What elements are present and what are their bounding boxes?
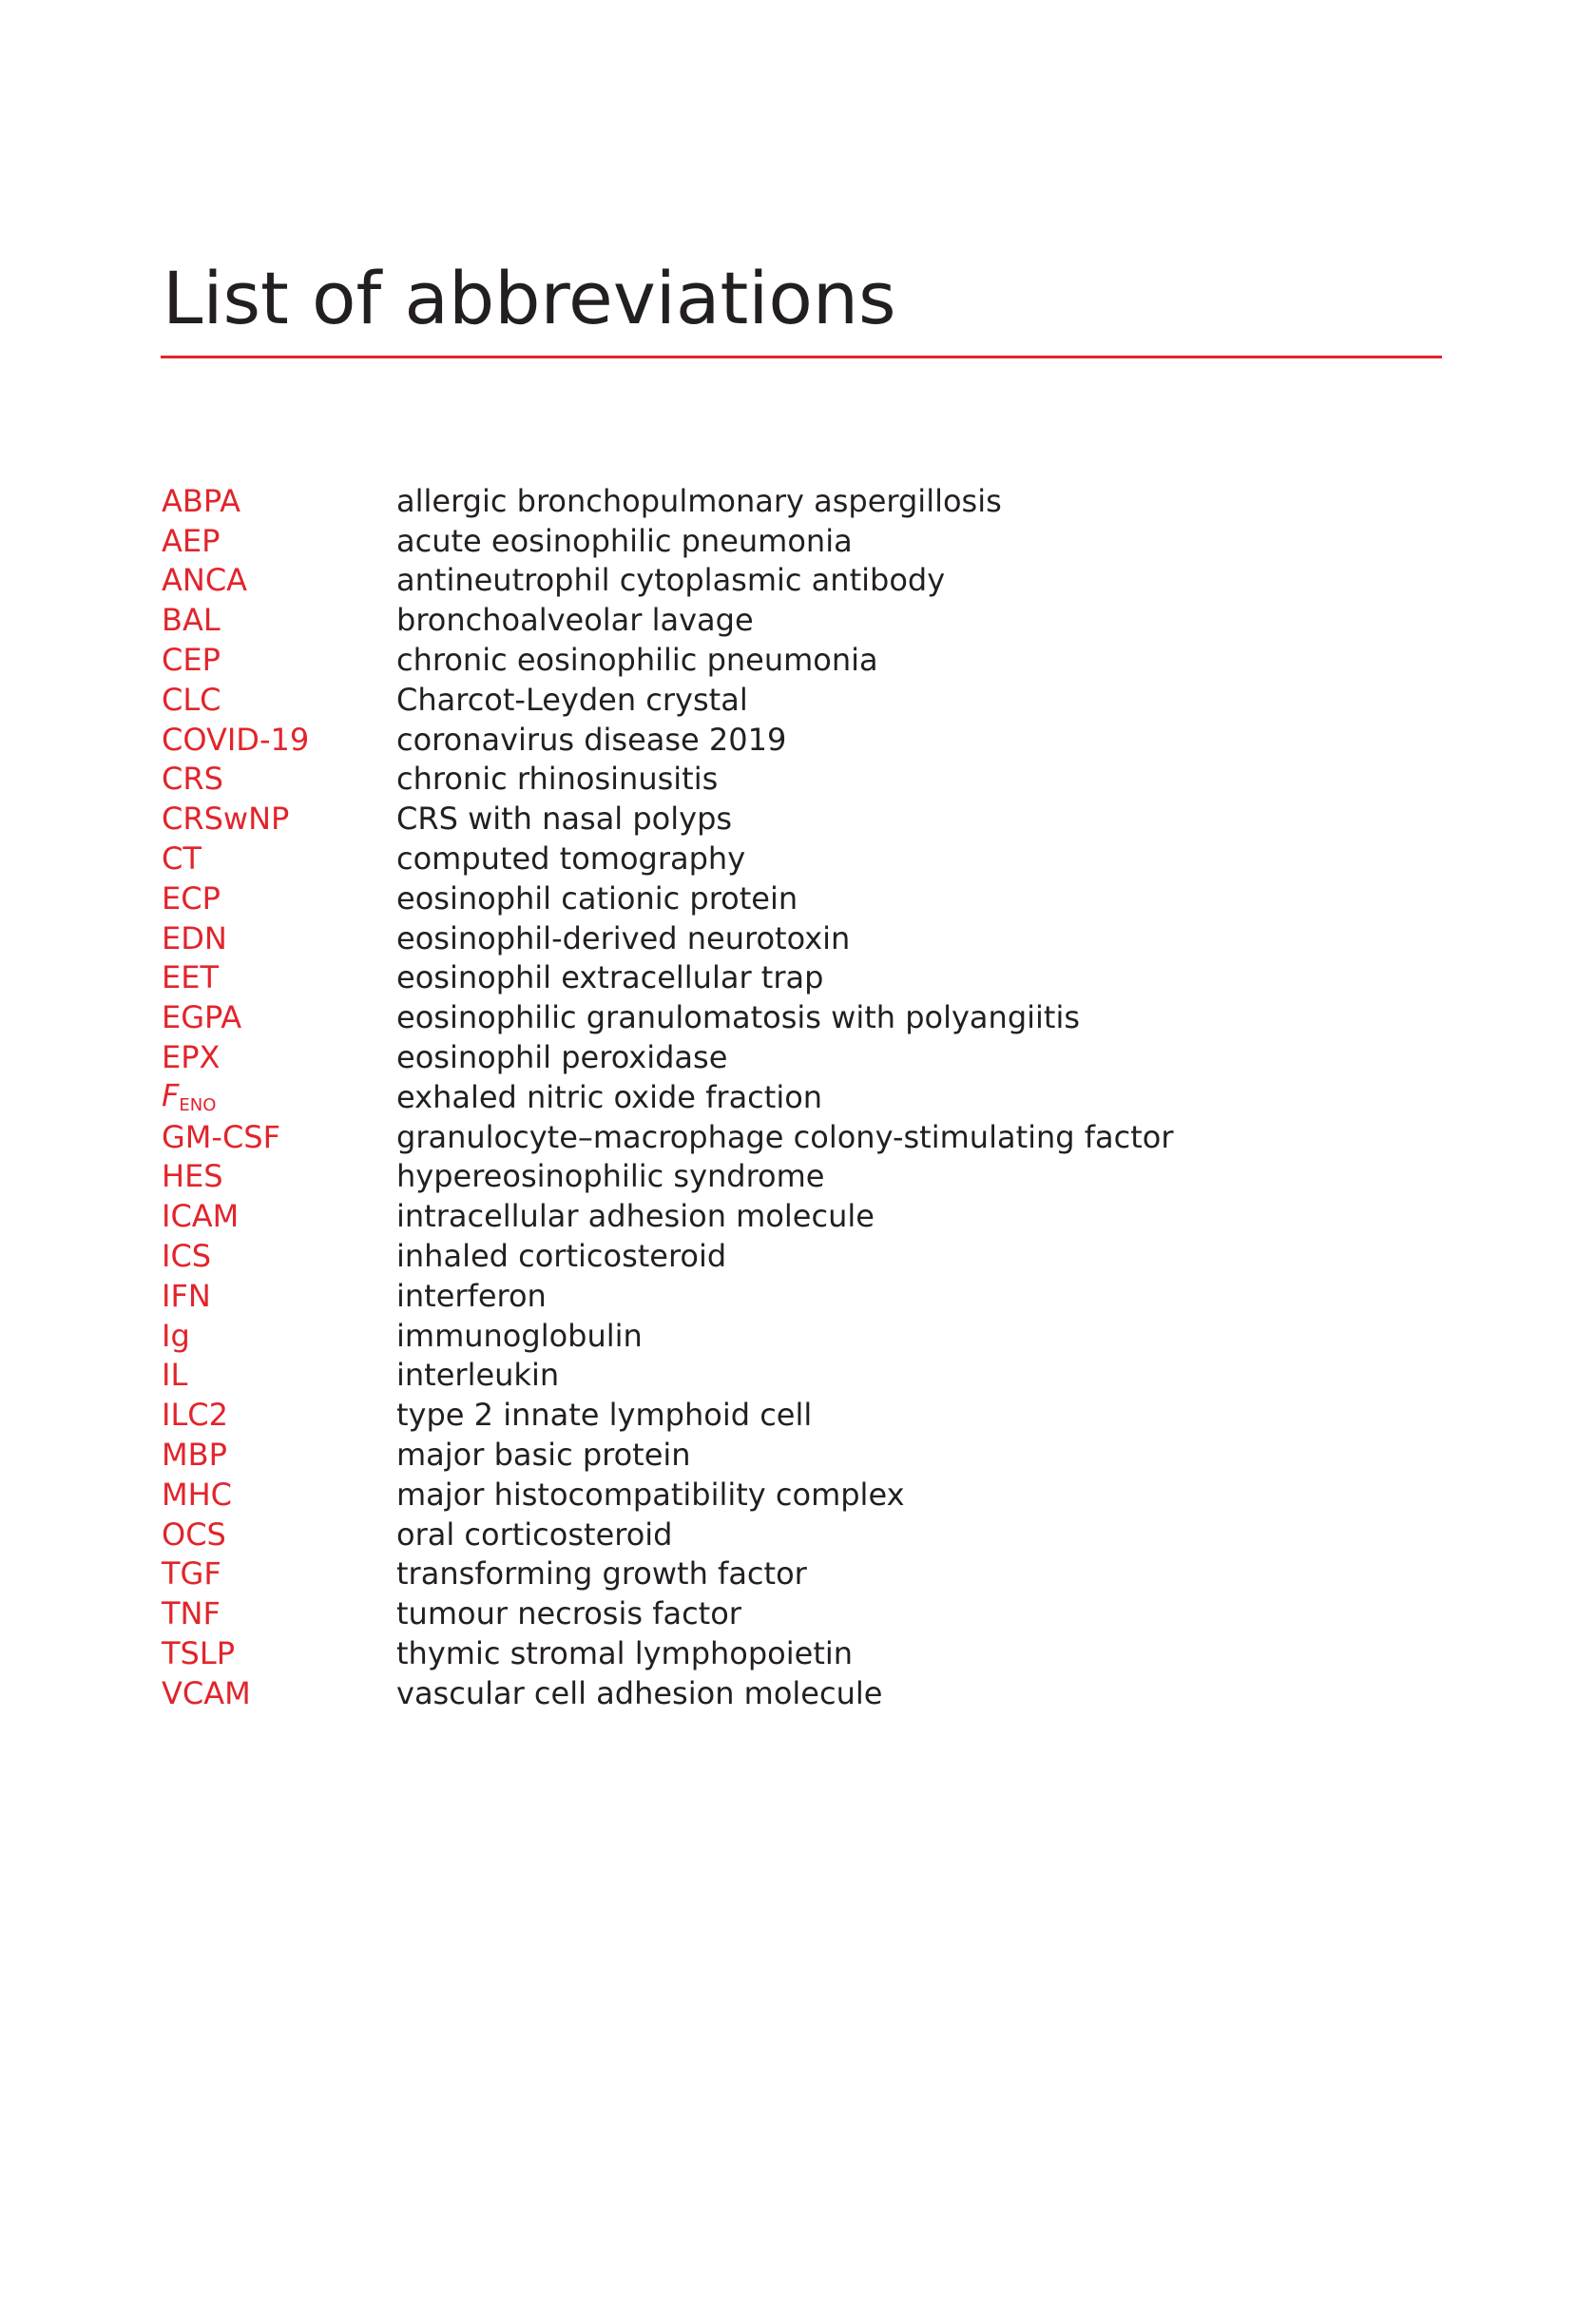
list-item: [162, 1633, 1397, 1673]
abbreviation-term: ECP: [162, 879, 221, 917]
abbreviation-definition: eosinophil extracellular trap: [396, 959, 824, 996]
abbreviation-term: COVID-19: [162, 721, 310, 758]
list-item: [162, 561, 1397, 601]
abbreviation-term: TSLP: [162, 1635, 235, 1671]
abbreviation-definition: allergic bronchopulmonary aspergillosis: [396, 482, 1002, 519]
abbreviation-definition: computed tomography: [396, 840, 746, 878]
abbreviation-definition: immunoglobulin: [396, 1317, 643, 1354]
abbreviation-term: IL: [162, 1357, 188, 1394]
abbreviation-term: CRS: [162, 761, 223, 798]
abbreviation-definition: vascular cell adhesion molecule: [396, 1674, 883, 1711]
abbreviation-definition: thymic stromal lymphopoietin: [396, 1635, 854, 1671]
list-item: [162, 997, 1397, 1037]
abbreviation-term: ICAM: [162, 1198, 240, 1235]
list-item: [162, 879, 1397, 918]
abbreviation-term: HES: [162, 1158, 223, 1195]
list-item: [162, 640, 1397, 680]
abbreviation-definition: tumour necrosis factor: [396, 1595, 741, 1632]
list-item: [162, 1077, 1397, 1117]
abbreviation-term: ILC2: [162, 1397, 228, 1434]
list-item: [162, 1037, 1397, 1077]
abbreviation-definition: intracellular adhesion molecule: [396, 1198, 875, 1235]
list-item: [162, 1395, 1397, 1435]
abbreviation-term: MBP: [162, 1437, 227, 1474]
abbreviation-term: [162, 1076, 396, 1115]
list-item: [162, 600, 1397, 640]
abbreviation-term: EET: [162, 959, 219, 996]
list-item: [162, 521, 1397, 561]
list-item: [162, 1593, 1397, 1633]
abbreviation-definition: granulocyte–macrophage colony-stimulating factor: [396, 1118, 1174, 1155]
abbreviation-definition: transforming growth factor: [396, 1555, 807, 1593]
abbreviation-definition: exhaled nitric oxide fraction: [396, 1078, 823, 1115]
abbreviation-definition: acute eosinophilic pneumonia: [396, 522, 853, 559]
abbreviation-term: EPX: [162, 1039, 221, 1076]
abbreviation-term: ABPA: [162, 482, 240, 519]
abbreviation-term: IFN: [162, 1277, 211, 1314]
abbreviations-list: [162, 481, 1397, 1713]
abbreviation-term: EGPA: [162, 999, 242, 1036]
list-item: [162, 1316, 1397, 1356]
abbreviation-definition: inhaled corticosteroid: [396, 1238, 727, 1275]
abbreviation-definition: chronic rhinosinusitis: [396, 761, 719, 798]
abbreviation-term: AEP: [162, 522, 221, 559]
list-item: [162, 1475, 1397, 1515]
title-underline-divider: [161, 356, 1442, 358]
list-item: [162, 720, 1397, 760]
list-item: [162, 1276, 1397, 1316]
abbreviation-term: TNF: [162, 1595, 221, 1632]
abbreviation-term: ICS: [162, 1238, 212, 1275]
abbreviation-definition: coronavirus disease 2019: [396, 721, 787, 758]
list-item: [162, 1157, 1397, 1197]
abbreviation-definition: antineutrophil cytoplasmic antibody: [396, 562, 946, 599]
list-item: [162, 1435, 1397, 1475]
list-item: [162, 1196, 1397, 1236]
abbreviation-term: TGF: [162, 1555, 221, 1593]
list-item: [162, 958, 1397, 998]
abbreviation-definition: eosinophilic granulomatosis with polyangiitis: [396, 999, 1081, 1036]
abbreviation-definition: hypereosinophilic syndrome: [396, 1158, 825, 1195]
abbreviation-term: Ig: [162, 1317, 190, 1354]
page-title: List of abbreviations: [163, 256, 896, 340]
abbreviation-term: GM-CSF: [162, 1118, 281, 1155]
abbreviation-term: MHC: [162, 1476, 233, 1513]
abbreviation-definition: CRS with nasal polyps: [396, 801, 733, 838]
abbreviation-definition: interleukin: [396, 1357, 560, 1394]
abbreviation-term-subscript: ENO: [179, 1094, 217, 1115]
abbreviation-definition: eosinophil peroxidase: [396, 1039, 728, 1076]
abbreviation-definition: type 2 innate lymphoid cell: [396, 1397, 813, 1434]
abbreviation-definition: major histocompatibility complex: [396, 1476, 905, 1513]
abbreviation-term: VCAM: [162, 1674, 251, 1711]
abbreviation-definition: oral corticosteroid: [396, 1516, 673, 1553]
abbreviation-term: CEP: [162, 642, 221, 679]
list-item: [162, 1356, 1397, 1396]
list-item: [162, 1515, 1397, 1554]
abbreviation-term: OCS: [162, 1516, 226, 1553]
list-item: [162, 839, 1397, 879]
abbreviation-definition: Charcot-Leyden crystal: [396, 681, 748, 718]
list-item: [162, 680, 1397, 720]
abbreviation-definition: eosinophil-derived neurotoxin: [396, 919, 851, 956]
list-item: [162, 918, 1397, 958]
list-item: [162, 760, 1397, 800]
list-item: [162, 799, 1397, 839]
abbreviation-definition: chronic eosinophilic pneumonia: [396, 642, 878, 679]
abbreviation-term: ANCA: [162, 562, 248, 599]
abbreviation-term: CLC: [162, 681, 221, 718]
list-item: [162, 1554, 1397, 1594]
abbreviation-definition: interferon: [396, 1277, 547, 1314]
abbreviation-term: BAL: [162, 602, 221, 639]
list-item: [162, 1117, 1397, 1157]
abbreviation-term: CT: [162, 840, 202, 878]
abbreviation-term: EDN: [162, 919, 227, 956]
abbreviation-term-base: F: [162, 1076, 180, 1113]
abbreviation-definition: eosinophil cationic protein: [396, 879, 798, 917]
abbreviation-definition: major basic protein: [396, 1437, 691, 1474]
abbreviation-definition: bronchoalveolar lavage: [396, 602, 754, 639]
list-item: [162, 1673, 1397, 1713]
list-item: [162, 481, 1397, 521]
abbreviation-term: CRSwNP: [162, 801, 290, 838]
list-item: [162, 1236, 1397, 1276]
